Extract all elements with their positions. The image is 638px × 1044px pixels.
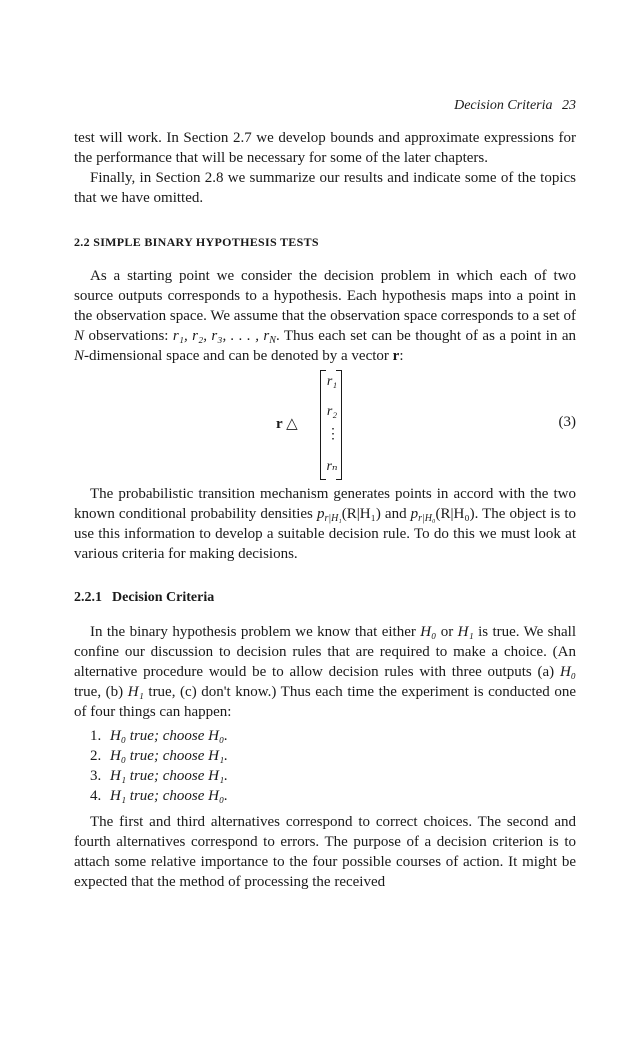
math-subscript: r|H₁ (324, 513, 342, 524)
text-run: -dimensional space and can be denoted by a vector (84, 348, 393, 364)
math-observations: r₁, r₂, r₃, . . . , r (172, 328, 270, 344)
math-density-p: p (410, 506, 419, 522)
vector-element-ellipsis: ⋮ (326, 427, 340, 442)
paragraph-alternatives: The first and third alternatives correspond to correct choices. The second and fourth alternatives correspond to errors. The purpose of a decision criterion is to attach some relative importance to the four possible courses of action. It might be expected that the method of processing the received (74, 814, 576, 890)
text-run: In the binary hypothesis problem we know that either (90, 624, 421, 640)
text-run: . The object is to use this information to develop a suitable decision rule. To do this we must look at various criteria for making decisions. (74, 506, 576, 562)
vector-equation (74, 366, 576, 484)
section-title: SIMPLE BINARY HYPOTHESIS TESTS (93, 235, 319, 249)
paragraph-binary (74, 622, 576, 722)
column-vector (320, 370, 342, 480)
list-item (90, 746, 576, 766)
list-text: H₁ true; choose H₀. (110, 788, 228, 804)
paragraph-finally: Finally, in Section 2.8 we summarize our results and indicate some of the topics that we have omitted. (74, 170, 576, 206)
text-run: . Thus each set can be thought of as a point in an (275, 328, 576, 344)
vector-element: r₁ (326, 374, 338, 389)
equation-lhs: r △ (276, 416, 298, 432)
list-number: 2. (90, 748, 102, 764)
math-N: N (74, 328, 85, 344)
paragraph-starting-point (74, 266, 576, 366)
list-number: 1. (90, 728, 102, 744)
paragraph-intro: test will work. In Section 2.7 we develop bounds and approximate expressions for the performance that will be necessary for some of the later chapters. (74, 130, 576, 166)
math-density-p: p (316, 506, 325, 522)
text-run: or (436, 624, 458, 640)
equation-number: (3) (558, 414, 576, 430)
math-H0: H₀ (559, 664, 576, 680)
math-subscript: r|H₀ (418, 513, 436, 524)
vector-element: r₂ (326, 404, 338, 419)
outcome-list (74, 726, 576, 806)
math-H1: H₁ (127, 684, 144, 700)
list-text: H₁ true; choose H₁. (110, 768, 228, 784)
list-text: H₀ true; choose H₁. (110, 748, 228, 764)
list-item (90, 766, 576, 786)
text-run: true, (b) (74, 684, 128, 700)
paragraph-transition (74, 484, 576, 564)
page (74, 96, 576, 892)
math-N: N (74, 348, 85, 364)
subsection-heading (74, 588, 576, 608)
section-number: 2.2 (74, 235, 90, 249)
subsection-title: Decision Criteria (112, 590, 215, 605)
math-H0: H₀ (420, 624, 437, 640)
subsection-number: 2.2.1 (74, 590, 102, 605)
list-item (90, 786, 576, 806)
math-subscript: N (269, 335, 276, 346)
list-number: 4. (90, 788, 102, 804)
page-number: 23 (562, 98, 576, 113)
text-run: and (380, 506, 411, 522)
list-number: 3. (90, 768, 102, 784)
header-title: Decision Criteria (454, 98, 553, 113)
math-argument: (R|H₀) (435, 506, 475, 522)
text-run: The probabilistic transition mechanism generates points in accord with the two known conditional probability densities (74, 486, 576, 522)
text-run: is true. We shall confine our discussion to decision rules that are required to make a choice. (An alternative procedure would be to allow decision rules with three outputs (a) (74, 624, 576, 680)
text-run: true, (c) don't know.) Thus each time the experiment is conducted one of four things can happen: (74, 684, 577, 720)
vector-element: rₙ (326, 459, 338, 474)
math-vector-r: r (392, 348, 400, 364)
list-text: H₀ true; choose H₀. (110, 728, 228, 744)
math-argument: (R|H₁) (341, 506, 381, 522)
text-run: observations: (84, 328, 173, 344)
math-H1: H₁ (457, 624, 474, 640)
text-run: : (399, 348, 404, 364)
running-header (74, 96, 576, 116)
text-run: As a starting point we consider the decision problem in which each of two source outputs corresponds to a hypothesis. Each hypothesis maps into a point in the observation space. We assume that the observation space corresponds to a set of (74, 268, 576, 324)
list-item (90, 726, 576, 746)
section-heading (74, 232, 576, 252)
